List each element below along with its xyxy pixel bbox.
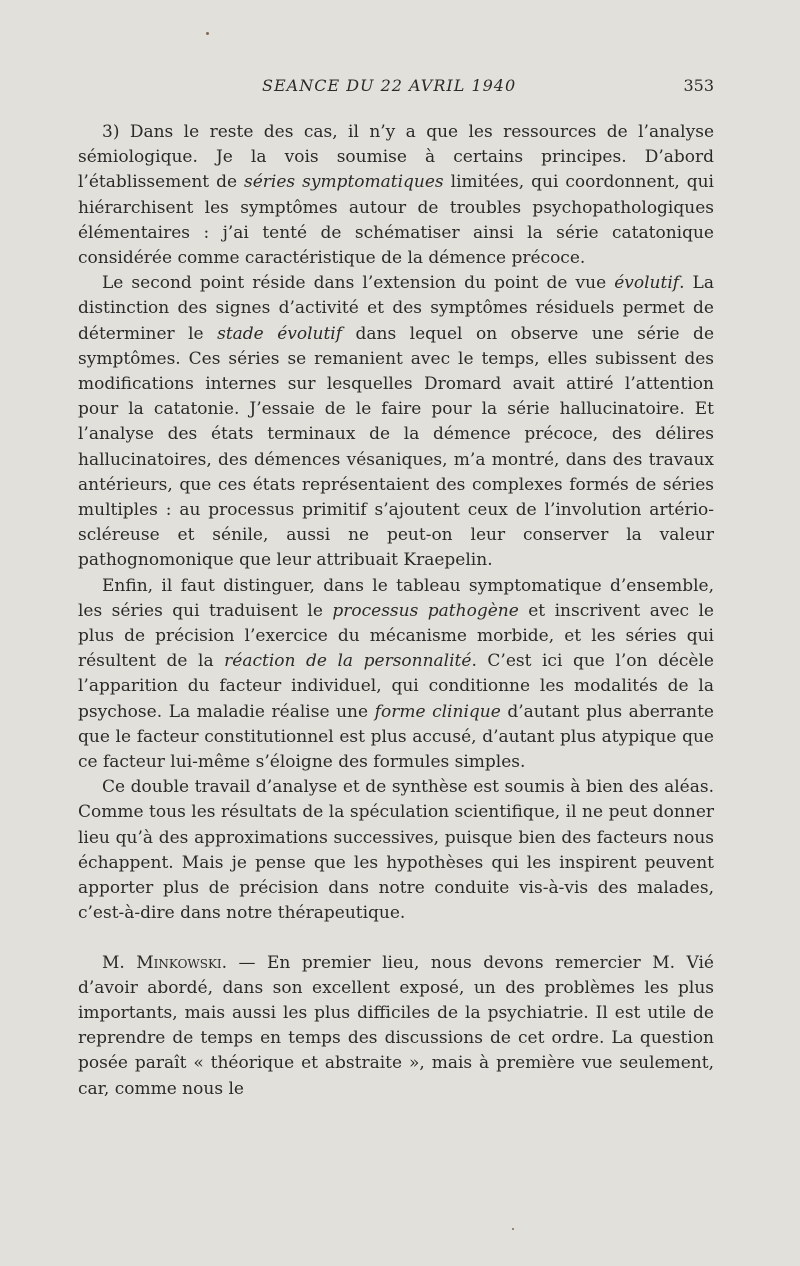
speaker-name: M. Minkowski. bbox=[102, 952, 228, 973]
running-title: SEANCE DU 22 AVRIL 1940 bbox=[262, 76, 517, 95]
page-header bbox=[0, 76, 800, 102]
emphasis: forme clinique bbox=[374, 701, 501, 722]
paper-speck bbox=[206, 32, 209, 35]
emphasis: réaction de la personnalité bbox=[224, 651, 472, 672]
paragraph-4: Ce double travail d’analyse et de synthèse est soumis à bien des aléas. Comme tous les résultats de la spéculation scientifique, il ne peut donner lieu qu’à des approximations successives, puisque bien des facteurs nous échappent. Mais je pense que les hypothèses qui les inspirent peuvent apporter plus de précision dans notre conduite vis-à-vis des malades, c’est-à-dire dans notre thérapeutique. bbox=[78, 777, 714, 924]
paragraph-1: 3) Dans le reste des cas, il n’y a que les ressources de l’analyse sémiologique. Je la vois soumise à certains principes. D’abord l’établissement de séries symptomatiques limitées, qui coordonnent, qui hiérarchisent les symptômes autour de troubles psychopathologiques élémentaires : j’ai tenté de schématiser ainsi la série catatonique considérée comme caractéristique de la démence précoce. bbox=[78, 122, 714, 269]
emphasis: processus pathogène bbox=[332, 600, 519, 621]
paragraph-3: Enfin, il faut distinguer, dans le tableau symptomatique d’ensemble, les séries qui traduisent le processus pathogène et inscrivent avec le plus de précision l’exercice du mécanisme morbide, et les séries qui résultent de la réaction de la personnalité. C’est ici que l’on décèle l’apparition du facteur individuel, qui conditionne les modalités de la psychose. La maladie réalise une forme clinique d’autant plus aberrante que le facteur constitutionnel est plus accusé, d’autant plus atypique que ce facteur lui-même s’éloigne des formules simples. bbox=[78, 575, 714, 773]
paragraph-2: Le second point réside dans l’extension du point de vue évolutif. La distinction des signes d’activité et des symptômes résiduels permet de déterminer le stade évolutif dans lequel on observe une série de symptômes. Ces séries se remanient avec le temps, elles subissent des modifications internes sur lesquelles Dromard avait attiré l’attention pour la catatonie. J’essaie de le faire pour la série hallucinatoire. Et l’analyse des états terminaux de la démence précoce, des délires hallucinatoires, des démences vésaniques, m’a montré, dans des travaux antérieurs, que ces états représentaient des complexes formés de séries multiples : au processus primitif s’ajoutent ceux de l’involution artério-scléreuse et sénile, aussi ne peut-on leur conserver la valeur pathognomonique que leur attribuait Kraepelin. bbox=[78, 273, 715, 571]
paragraph-5: M. Minkowski. — En premier lieu, nous devons remercier M. Vié d’avoir abordé, dans son excellent exposé, un des problèmes les plus importants, mais aussi les plus difficiles de la psychiatrie. Il est utile de reprendre de temps en temps des discussions de cet ordre. La question posée paraît « théorique et abstraite », mais à première vue seulement, car, comme nous le bbox=[78, 952, 714, 1099]
emphasis: séries symptomatiques bbox=[244, 172, 444, 193]
page-number: 353 bbox=[683, 76, 714, 95]
emphasis: stade évolutif bbox=[217, 323, 343, 344]
body-text bbox=[78, 120, 714, 1102]
paper-speck bbox=[512, 1228, 514, 1230]
emphasis: évolutif bbox=[614, 273, 680, 294]
